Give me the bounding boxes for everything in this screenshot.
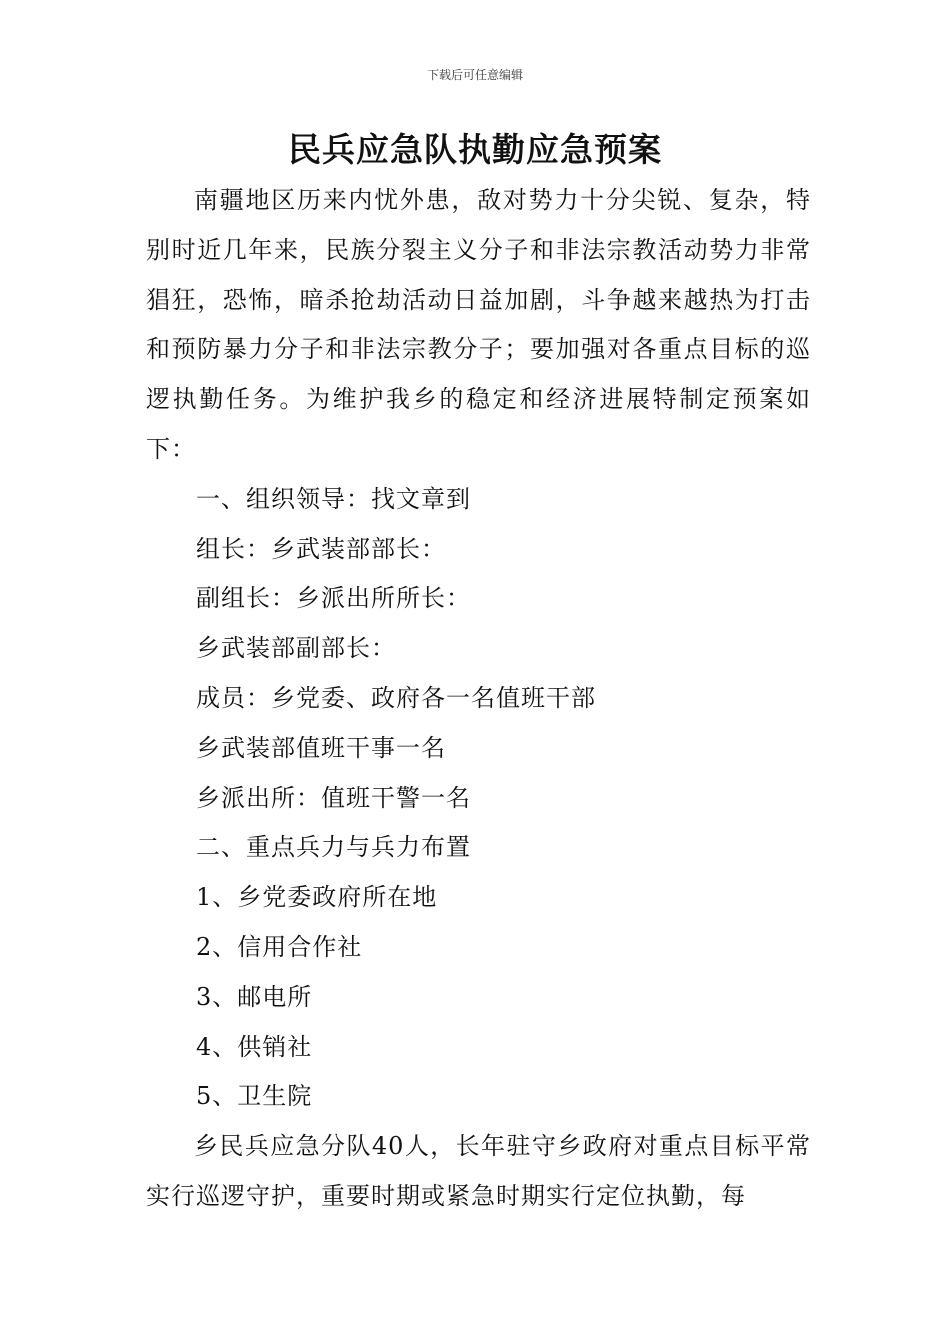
closing-paragraph: 乡民兵应急分队40人，长年驻守乡政府对重点目标平常实行巡逻守护，重要时期或紧急时期实行定位执勤，每	[146, 1132, 811, 1210]
document-body	[146, 176, 811, 1222]
list-item: 成员：乡党委、政府各一名值班干部	[196, 683, 596, 712]
list-item: 4、供销社	[196, 1032, 313, 1061]
list-item: 1、乡党委政府所在地	[196, 883, 438, 912]
list-item: 2、信用合作社	[196, 932, 363, 961]
list-item: 乡武装部值班干事一名	[196, 733, 446, 762]
list-item: 组长：乡武装部部长：	[196, 534, 446, 563]
list-item: 副组长：乡派出所所长：	[196, 584, 471, 613]
section-heading-deployment: 二、重点兵力与兵力布置	[196, 833, 471, 862]
intro-paragraph: 南疆地区历来内忧外患，敌对势力十分尖锐、复杂，特别时近几年来，民族分裂主义分子和非法宗教活动势力非常猖狂，恐怖，暗杀抢劫活动日益加剧，斗争越来越热为打击和预防暴力分子和非法宗教分子；要加强对各重点目标的巡逻执勤任务。为维护我乡的稳定和经济进展特制定预案如下：	[146, 186, 811, 463]
document-title: 民兵应急队执勤应急预案	[288, 130, 662, 169]
list-item: 3、邮电所	[196, 982, 313, 1011]
header-note: 下载后可任意编辑	[426, 68, 523, 82]
section-heading-organization: 一、组织领导：找文章到	[196, 484, 471, 513]
list-item: 乡派出所：值班干警一名	[196, 783, 471, 812]
list-item: 乡武装部副部长：	[196, 634, 396, 663]
list-item: 5、卫生院	[196, 1082, 313, 1111]
